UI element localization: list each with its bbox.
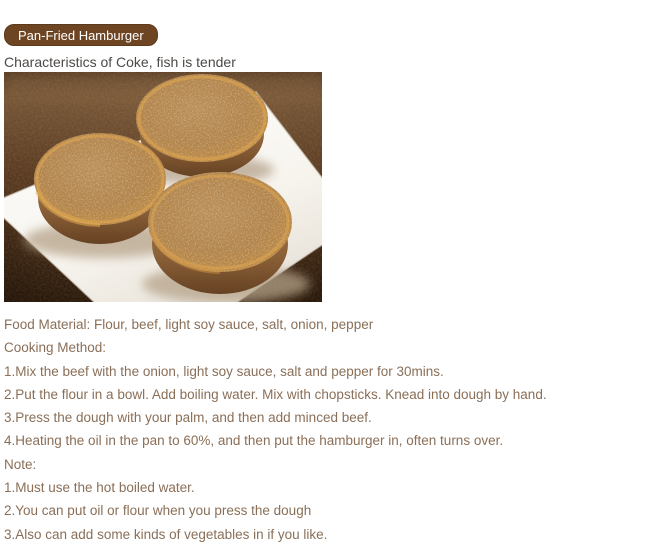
note-heading: Note: (4, 456, 37, 472)
recipe-title-badge: Pan-Fried Hamburger (4, 24, 158, 46)
recipe-subtitle: Characteristics of Coke, fish is tender (4, 54, 236, 70)
patty-left (34, 133, 166, 244)
cooking-step: 3.Press the dough with your palm, and then add minced beef. (4, 410, 372, 426)
note-item: 2.You can put oil or flour when you press the dough (4, 503, 312, 519)
recipe-photo (4, 72, 322, 302)
note-item: 3.Also can add some kinds of vegetables in if you like. (4, 526, 328, 542)
recipe-body (4, 313, 661, 546)
patty-bottom (148, 172, 292, 294)
cooking-step: 1.Mix the beef with the onion, light soy sauce, salt and pepper for 30mins. (4, 363, 444, 379)
cooking-step: 2.Put the flour in a bowl. Add boiling water. Mix with chopsticks. Knead into dough by hand. (4, 386, 547, 402)
cooking-method-heading: Cooking Method: (4, 340, 107, 356)
food-material-line: Food Material: Flour, beef, light soy sauce, salt, onion, pepper (4, 317, 374, 332)
cooking-step: 4.Heating the oil in the pan to 60%, and then put the hamburger in, often turns over. (4, 433, 504, 449)
note-item: 1.Must use the hot boiled water. (4, 480, 195, 496)
